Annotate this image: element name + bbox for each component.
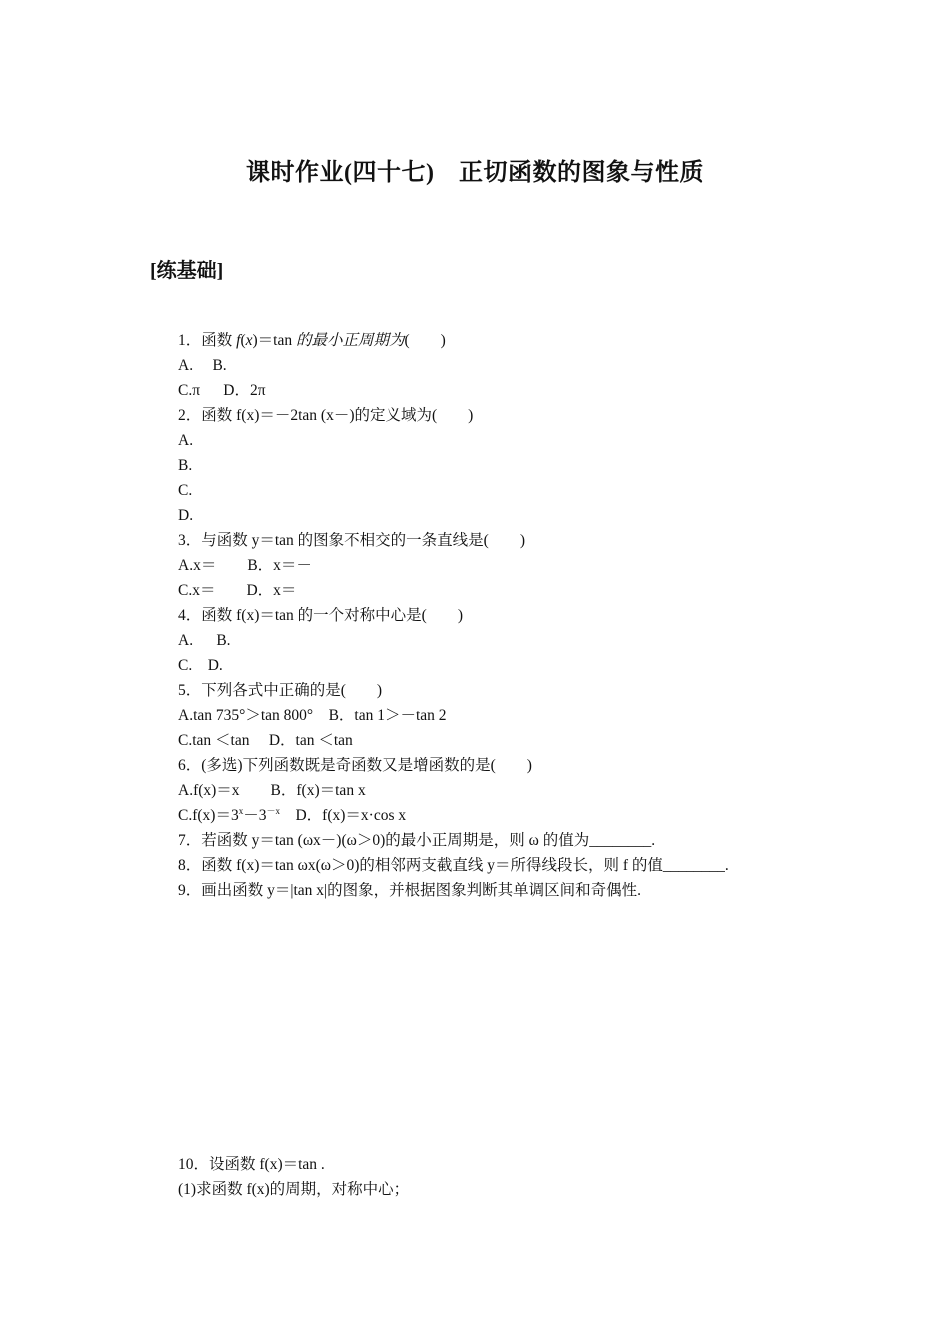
question-6-options-ab: A.f(x)＝x B．f(x)＝tan x [178,782,366,799]
section-heading: [练基础] [150,260,224,282]
question-10-part-1: (1)求函数 f(x)的周期，对称中心； [178,1181,410,1198]
question-10: 10．设函数 f(x)＝tan . [178,1156,325,1173]
question-1: 1．函数 f(x)＝tan 的最小正周期为( ) [178,332,446,349]
question-6: 6．(多选)下列函数既是奇函数又是增函数的是( ) [178,757,532,774]
question-7: 7．若函数 y＝tan (ωx－)(ω＞0)的最小正周期是，则 ω 的值为________. [178,832,656,849]
question-5: 5．下列各式中正确的是( ) [178,682,383,699]
question-3: 3．与函数 y＝tan 的图象不相交的一条直线是( ) [178,532,526,549]
page-title: 课时作业(四十七) 正切函数的图象与性质 [246,160,704,186]
question-2-option-b: B. [178,457,193,474]
question-5-options-cd: C.tan ＜tan D．tan ＜tan [178,732,353,749]
question-8: 8．函数 f(x)＝tan ωx(ω＞0)的相邻两支截直线 y＝所得线段长，则 f 的值________. [178,857,729,874]
question-6-options-cd: $C.f(x)=3^x-3^{-x}$ D．f(x)＝x·cos x [178,806,407,824]
question-3-options-cd: C.x＝ D．x＝ [178,582,297,599]
question-1-options-ab: A. B. [178,357,227,374]
question-2-option-d: D. [178,507,194,524]
question-4: 4．函数 f(x)＝tan 的一个对称中心是( ) [178,607,463,624]
question-5-options-ab: A.tan 735°＞tan 800° B．tan 1＞－tan 2 [178,707,447,724]
question-3-options-ab: A.x＝ B．x＝－ [178,557,312,574]
question-2-option-a: A. [178,432,194,449]
question-2-option-c: C. [178,482,193,499]
question-4-options-cd: C. D. [178,657,223,674]
question-9: 9．画出函数 y＝|tan x|的图象，并根据图象判断其单调区间和奇偶性. [178,882,642,899]
question-2: 2．函数 f(x)＝－2tan (x－)的定义域为( ) [178,407,474,424]
question-1-options-cd: C.π D．2π [178,382,266,399]
question-4-options-ab: A. B. [178,632,231,649]
